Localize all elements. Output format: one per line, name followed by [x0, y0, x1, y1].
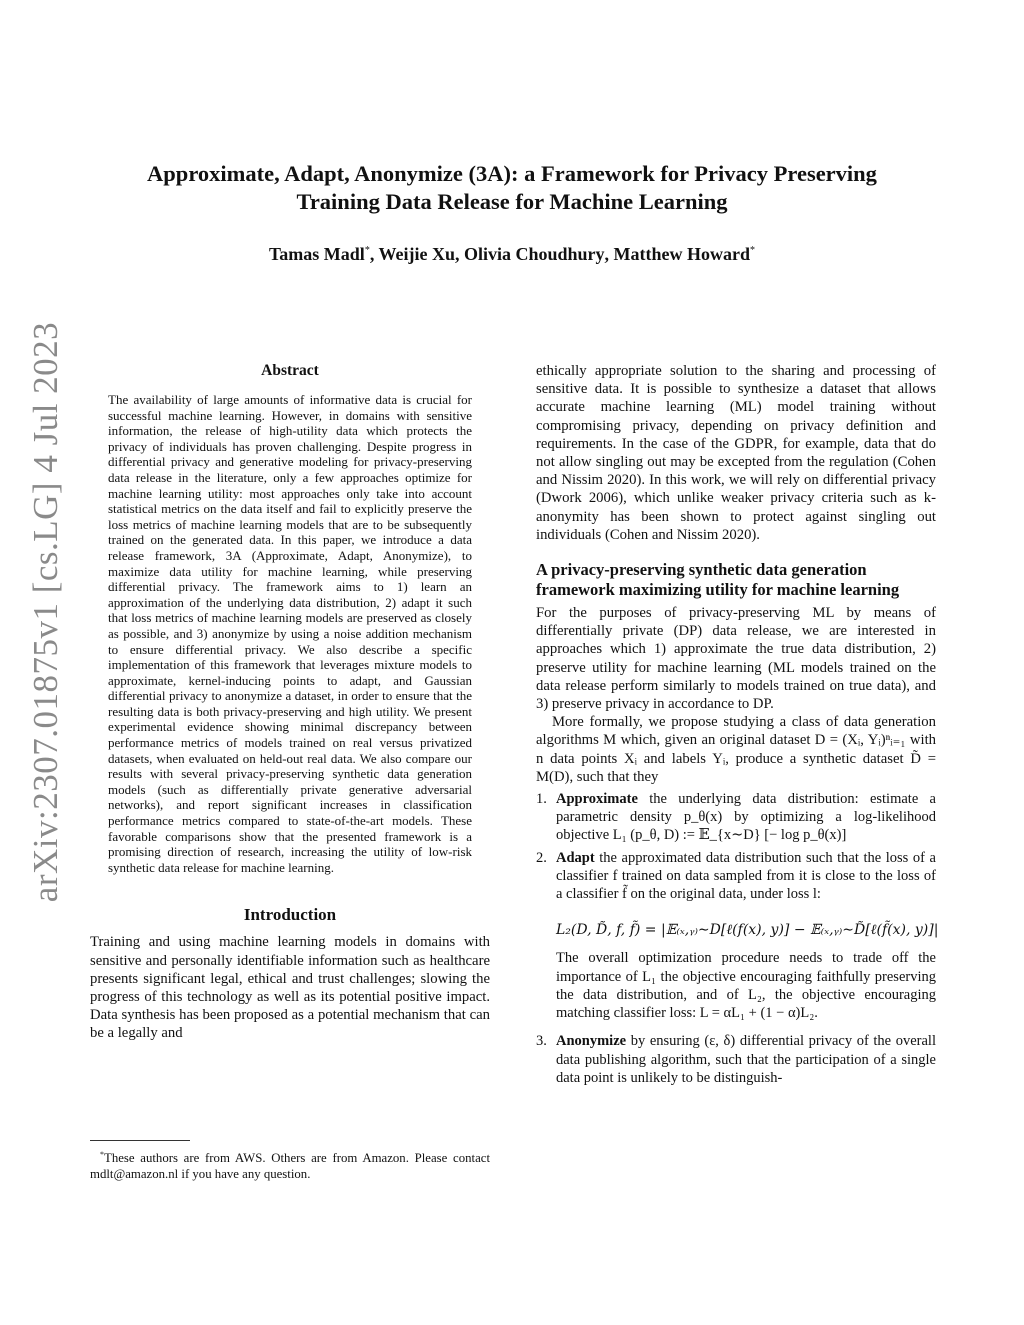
author-name: Tamas Madl — [268, 244, 365, 264]
step-text: the approximated data distribution such that the loss of a classifier f trained on data sampled from it is close to the loss of a classifier f̃ on the original data, under loss l: — [556, 849, 936, 903]
introduction-heading: Introduction — [243, 905, 337, 925]
step-title: Approximate — [556, 791, 638, 808]
title-line-2: Training Data Release for Machine Learning — [296, 189, 728, 214]
footnote-divider — [90, 1140, 190, 1141]
title-line-1: Approximate, Adapt, Anonymize (3A): a Framework for Privacy Preserving — [147, 161, 877, 186]
framework-steps — [536, 790, 939, 939]
step-title: Adapt — [556, 849, 595, 866]
footnote-text: These authors are from AWS. Others are from Amazon. Please contact mdlt@amazon.nl if you have any question. — [90, 1151, 490, 1181]
step-approximate — [536, 790, 936, 845]
section-paragraph-2: More formally, we propose studying a class of data generation algorithms M which, given an original dataset D = (Xᵢ, Yᵢ)ⁿᵢ₌₁ with n data points Xᵢ and labels Yᵢ, produce a synthetic dataset D̃ = M(D), such that they — [536, 714, 936, 785]
step-number: 2. — [536, 849, 547, 866]
step-number: 3. — [536, 1033, 547, 1050]
equation-explanation: The overall optimization procedure needs to trade off the importance of L₁ the objective encouraging faithfully preserving the data distribution, and of L₂, the objective encouraging matching classifier loss: L = αL₁ + (1 − α)L₂. — [556, 950, 936, 1022]
footnote — [90, 1140, 490, 1182]
abstract-heading: Abstract — [261, 362, 319, 379]
step-adapt — [536, 849, 939, 940]
author-mark: * — [364, 245, 370, 256]
author-name: Matthew Howard — [613, 244, 751, 264]
author-name: Weijie Xu — [378, 244, 455, 264]
left-column — [90, 362, 490, 1043]
introduction-text: Training and using machine learning models in domains with sensitive and personally identifiable information such as healthcare presents significant legal, ethical and trust challenges; slowing the progress of this technology as well as its potential positive impact. Data synthesis has been proposed as a potential mechanism that can be a legally and — [90, 934, 490, 1042]
author-name: Olivia Choudhury — [464, 244, 605, 264]
loss-equation: L₂(D, D̃, f, f̃) = |𝔼₍ₓ,ᵧ₎∼D[ℓ(f(x), y)] − 𝔼₍ₓ,ᵧ₎∼D̃[ℓ(f̃(x), y)]| — [556, 922, 939, 939]
step-anonymize — [536, 1032, 936, 1087]
paper-title — [96, 160, 928, 216]
section-paragraph-1: For the purposes of privacy-preserving ML by means of differentially private (DP) data release, we are interested in approaches which 1) approximate the true data distribution, 2) preserve utility for machine learning (ML models trained on the data release perform similarly to models trained on true data), and 3) preserve privacy in accordance to DP. — [536, 605, 936, 713]
abstract-text: The availability of large amounts of informative data is crucial for successful machine learning. However, in domains with sensitive information, the release of high-utility data which protects the privacy of individuals has proven challenging. Despite progress in differential privacy and generative modeling for privacy-preserving data release in the literature, only a few approaches optimize for machine learning utility: most approaches only take into account statistical metrics on the data itself and fail to explicitly preserve the loss metrics of machine learning models that are to be subsequently trained on the generated data. In this paper, we introduce a data release framework, 3A (Approximate, Adapt, Anonymize), to maximize data utility for machine learning, while preserving differential privacy. The framework aims to 1) learn an approximation of the underlying data distribution, 2) adapt it such that loss metrics of machine learning models are preserved as closely as possible, and 3) anonymize by using a noise addition mechanism to ensure differential privacy. We also describe a specific implementation of this framework that leverages mixture models to approximate, kernel-inducing points to adapt, and Gaussian differential privacy to anonymize a dataset, in order to ensure that the resulting data is both privacy-preserving and high utility. We present experimental evidence showing minimal discrepancy between performance metrics of models trained on real versus privatized datasets, when evaluated on held-out real data. We also compare our results with several privacy-preserving synthetic data generation models (such as differentially private generative adversarial networks), and report significant increases in classification performance metrics compared to state-of-the-art models. These favorable comparisons show that the presented framework is a promising direction of research, increasing the utility of low-risk synthetic data release for machine learning. — [108, 392, 472, 875]
continued-paragraph: ethically appropriate solution to the sharing and processing of sensitive data. It is possible to synthesize a dataset that allows accurate machine learning (ML) model training without compromising privacy, depending on privacy definition and requirements. In the case of the GDPR, for example, data that do not allow singling out may be excepted from the regulation (Cohen and Nissim 2020). In this work, we will rely on differential privacy (Dwork 2006), which unlike weaker privacy criteria such as k-anonymity has been shown to protect against singling out individuals (Cohen and Nissim 2020). — [536, 363, 936, 543]
arxiv-identifier: arXiv:2307.01875v1 [cs.LG] 4 Jul 2023 — [26, 321, 65, 903]
author-mark: * — [750, 245, 756, 256]
framework-steps-continued — [536, 1032, 936, 1087]
right-column — [536, 362, 939, 1091]
step-number: 1. — [536, 791, 547, 808]
section-heading: A privacy-preserving synthetic data generation framework maximizing utility for machine learning — [536, 560, 900, 600]
step-title: Anonymize — [556, 1033, 627, 1050]
step-text: the underlying data distribution: estimate a parametric density p_θ(x) by optimizing a log-likelihood objective L₁ (p_θ, D) := 𝔼_{x∼D} [− log p_θ(x)] — [556, 791, 936, 844]
footnote-mark: * — [100, 1150, 104, 1159]
step-text: by ensuring (ε, δ) differential privacy of the overall data publishing algorithm, such that the participation of a single data point is unlikely to be distinguish- — [556, 1033, 936, 1086]
author-list: Tamas Madl*, Weijie Xu, Olivia Choudhury, Matthew Howard* — [268, 244, 756, 264]
